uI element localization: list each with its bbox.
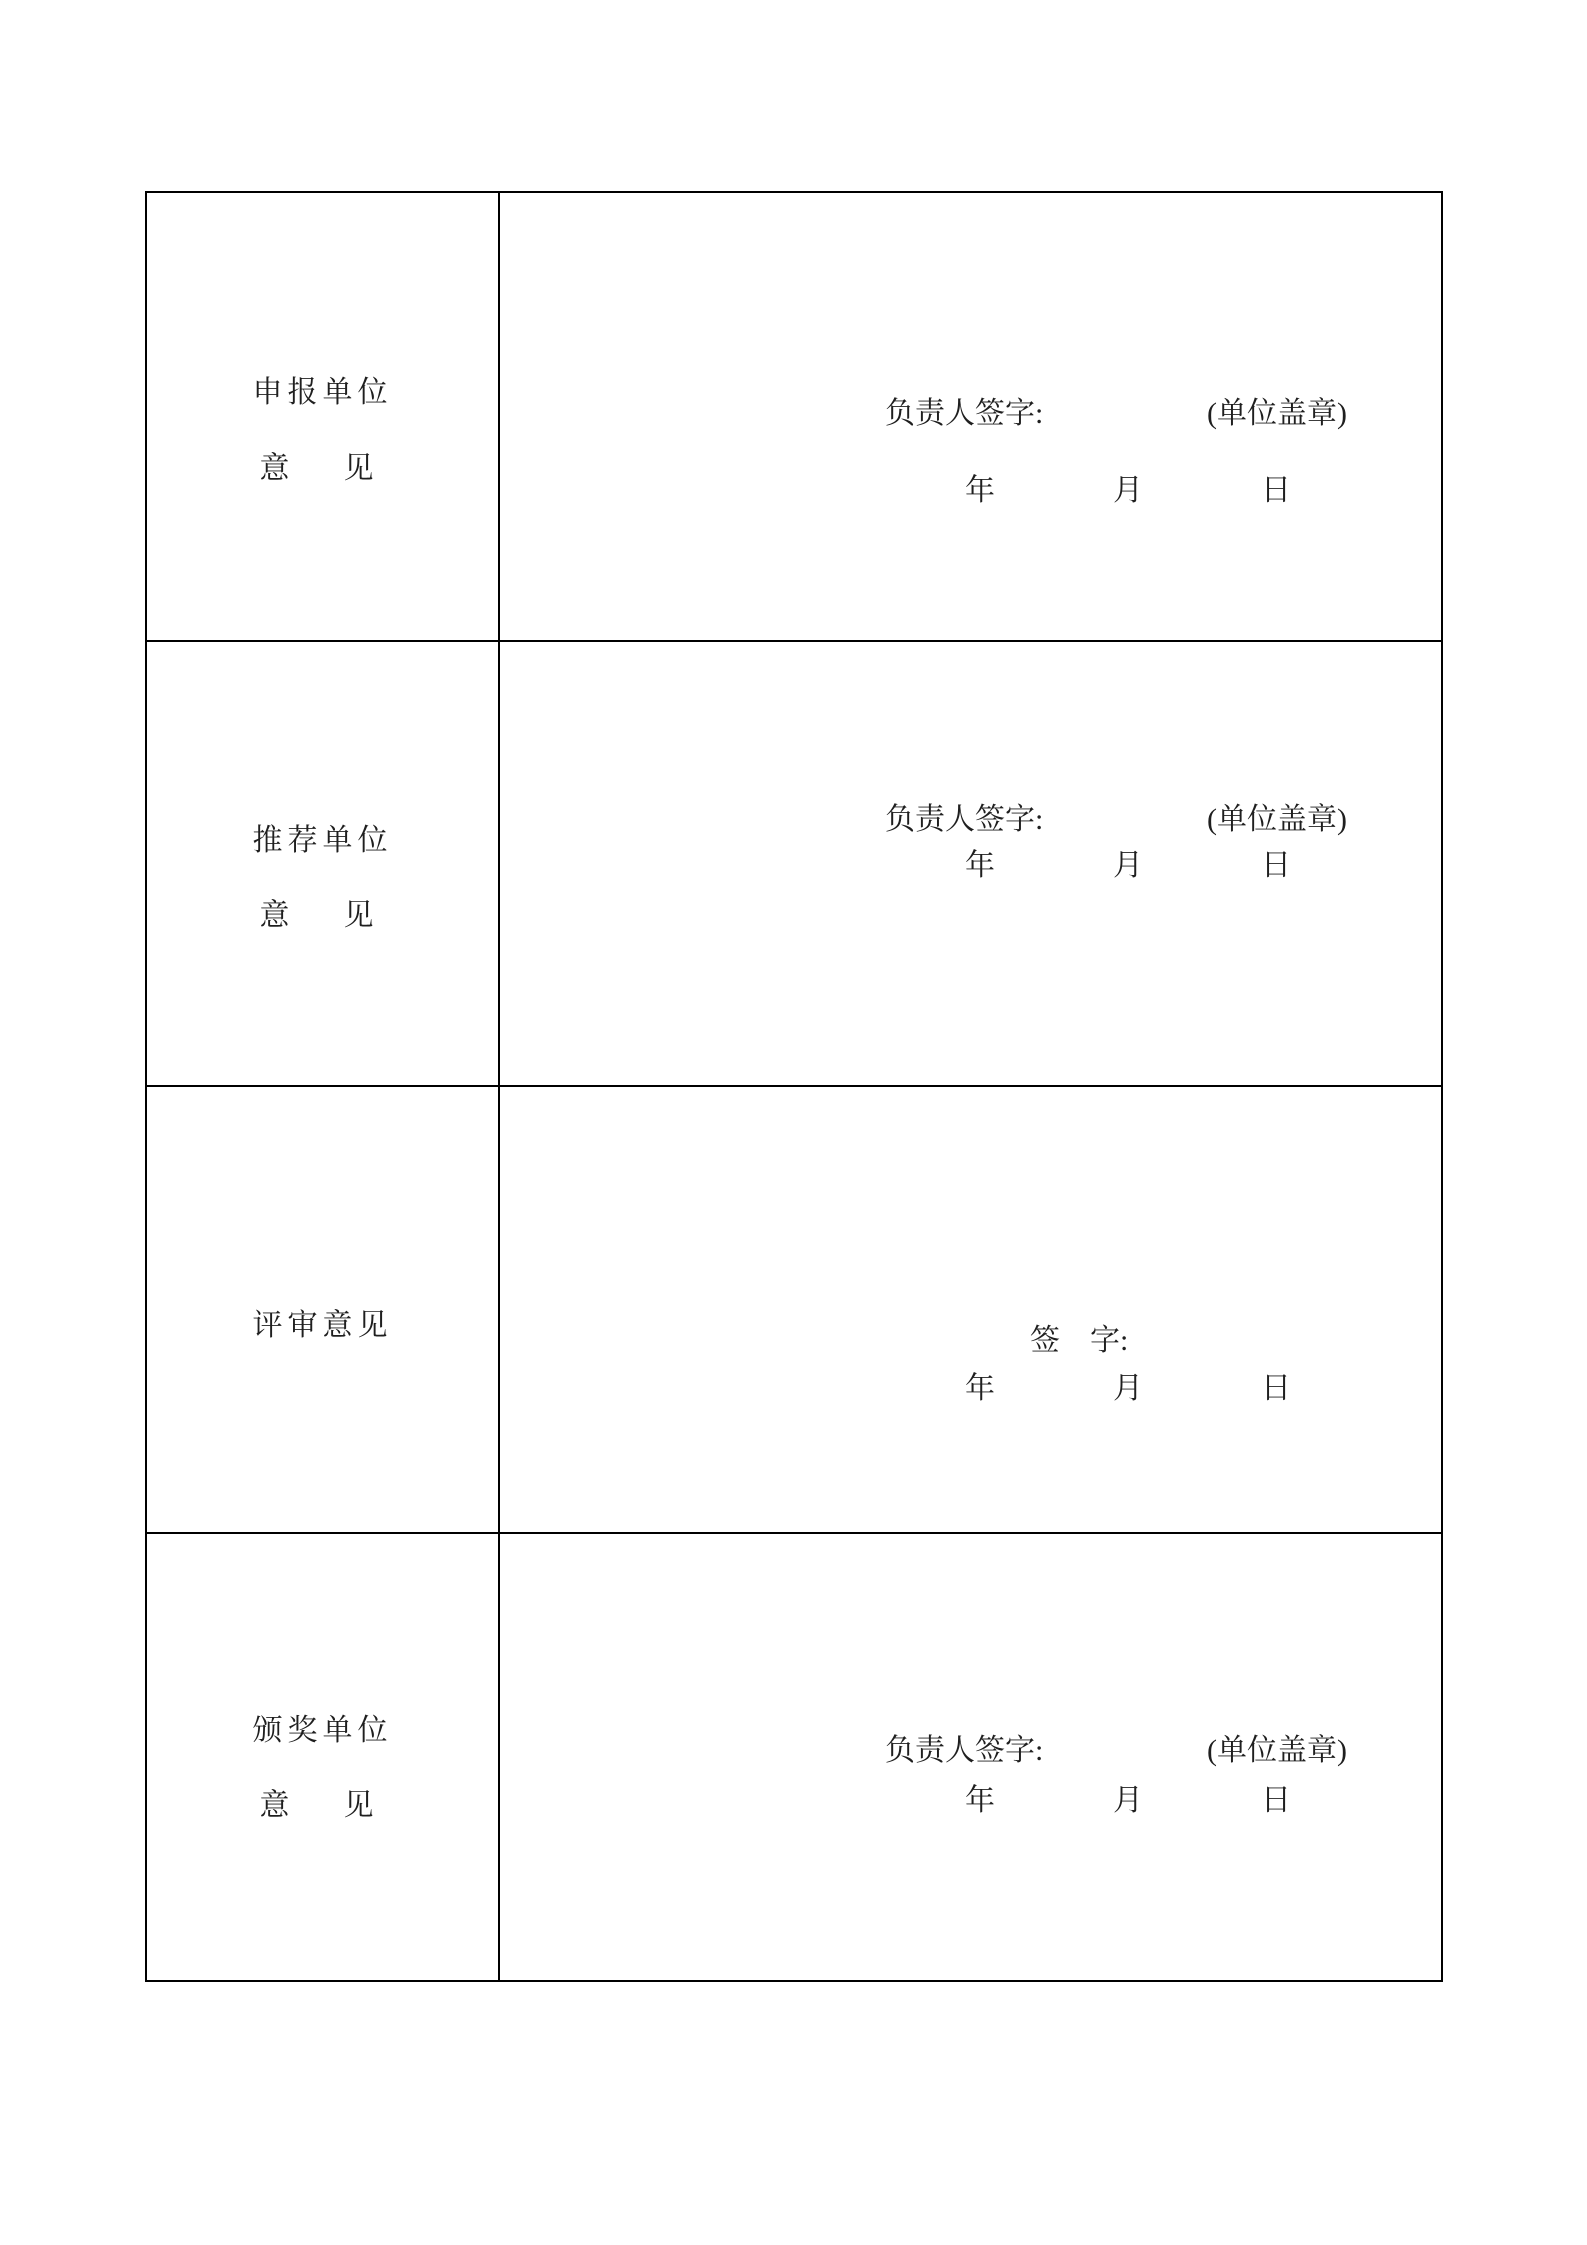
sign-label: 签 字: [1030,1324,1129,1357]
year-label: 年 [965,849,995,882]
section-label-line1: 颁奖单位 [252,1714,393,1747]
opinion-area-awarding-unit [500,1534,1441,1980]
section-label-line1: 推荐单位 [252,824,393,857]
row-declaring-unit-opinion [147,193,1441,642]
section-label-line2: 意 见 [259,1789,386,1822]
sign-label: 负责人签字: [885,1734,1044,1767]
section-label-line2: 意 见 [259,899,386,932]
seal-label: (单位盖章) [1207,397,1347,430]
sign-label: 负责人签字: [885,803,1044,836]
opinion-area-recommending-unit [500,642,1441,1085]
opinion-table [145,191,1443,1982]
section-label-cell-review [147,1087,500,1532]
section-label-cell-awarding-unit [147,1534,500,1980]
day-label: 日 [1261,1372,1291,1405]
seal-label: (单位盖章) [1207,1734,1347,1767]
section-label-line1: 申报单位 [252,376,393,409]
section-label-line1: 评审意见 [252,1309,393,1342]
section-label-line2: 意 见 [259,452,386,485]
day-label: 日 [1261,474,1291,507]
month-label: 月 [1113,1784,1143,1817]
row-awarding-unit-opinion [147,1534,1441,1980]
sign-label: 负责人签字: [885,397,1044,430]
month-label: 月 [1113,474,1143,507]
opinion-area-declaring-unit [500,193,1441,640]
seal-label: (单位盖章) [1207,803,1347,836]
section-label-cell-recommending-unit [147,642,500,1085]
year-label: 年 [965,1372,995,1405]
month-label: 月 [1113,849,1143,882]
day-label: 日 [1261,849,1291,882]
row-recommending-unit-opinion [147,642,1441,1087]
day-label: 日 [1261,1784,1291,1817]
section-label-cell-declaring-unit [147,193,500,640]
year-label: 年 [965,1784,995,1817]
year-label: 年 [965,474,995,507]
month-label: 月 [1113,1372,1143,1405]
row-review-opinion [147,1087,1441,1534]
opinion-area-review [500,1087,1441,1532]
